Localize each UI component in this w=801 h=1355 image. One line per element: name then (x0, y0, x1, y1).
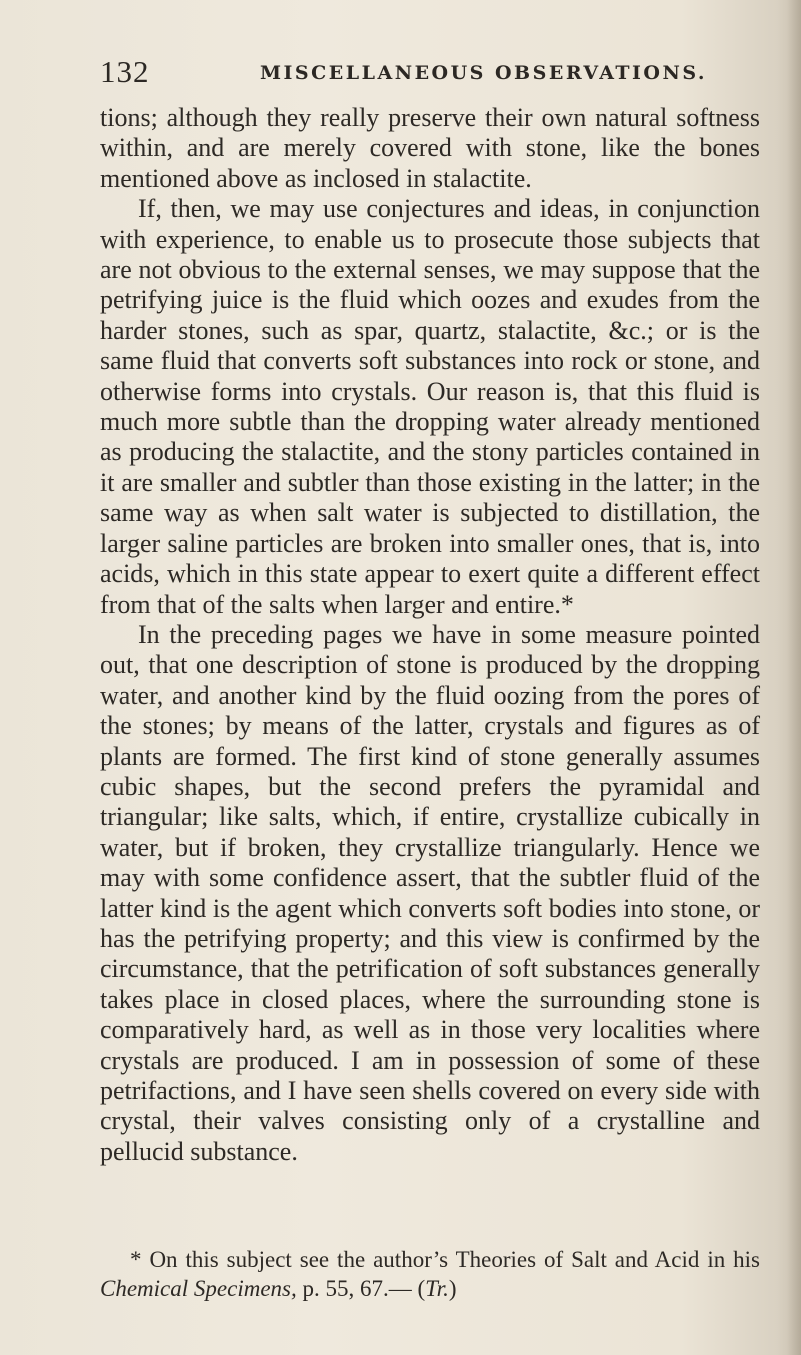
body-text (100, 103, 760, 1167)
page-edge-shadow (787, 0, 801, 1355)
footnote-italic-chemical-specimens: Chemical Specimens, (100, 1276, 297, 1301)
paragraph-petrifying-juice: If, then, we may use conjectures and ideas, in conjunction with experience, to enable us to prosecute those subjects that are not obvious to the external senses, we may suppose that the petrifying juice is the fluid which oozes and exudes from the harder stones, such as spar, quartz, stalactite, &c.; or is the same fluid that converts soft substances into rock or stone, and otherwise forms into crystals. Our reason is, that this fluid is much more subtle than the dropping water already mentioned as producing the stalactite, and the stony particles contained in it are smaller and subtler than those existing in the latter; in the same way as when salt water is subjected to distillation, the larger saline particles are broken into smaller ones, that is, into acids, which in this state appear to exert quite a different effect from that of the salts when larger and entire.* (100, 194, 760, 619)
footnote-italic-translator: Tr. (425, 1276, 449, 1301)
footnote-text (100, 1245, 760, 1303)
footnote (100, 1245, 760, 1303)
running-head: MISCELLANEOUS OBSERVATIONS. (260, 62, 708, 84)
footnote-part-1: * On this subject see the author’s Theories of Salt and Acid in his (130, 1247, 760, 1272)
footnote-part-2: p. 55, 67.— ( (296, 1276, 426, 1301)
page-header (100, 54, 760, 90)
footnote-part-3: ) (448, 1276, 457, 1301)
paragraph-preceding-pages: In the preceding pages we have in some measure pointed out, that one description of stone is produced by the dropping water, and another kind by the fluid oozing from the pores of the stones; by means of the latter, crystals and figures as of plants are formed. The first kind of stone generally assumes cubic shapes, but the second prefers the pyramidal and triangular; like salts, which, if entire, crystallize cubically in water, but if broken, they crystallize triangularly. Hence we may with some confidence assert, that the subtler fluid of the latter kind is the agent which converts soft bodies into stone, or has the petrifying property; and this view is confirmed by the circumstance, that the petrification of soft substances generally takes place in closed places, where the surrounding stone is comparatively hard, as well as in those very localities where crystals are produced. I am in possession of some of these petrifactions, and I have seen shells covered on every side with crystal, their valves consisting only of a crystalline and pellucid substance. (100, 619, 760, 1166)
page-number: 132 (100, 54, 150, 89)
paragraph-continued: tions; although they really preserve their own natural softness within, and are merely covered with stone, like the bones mentioned above as inclosed in stalactite. (100, 103, 760, 193)
